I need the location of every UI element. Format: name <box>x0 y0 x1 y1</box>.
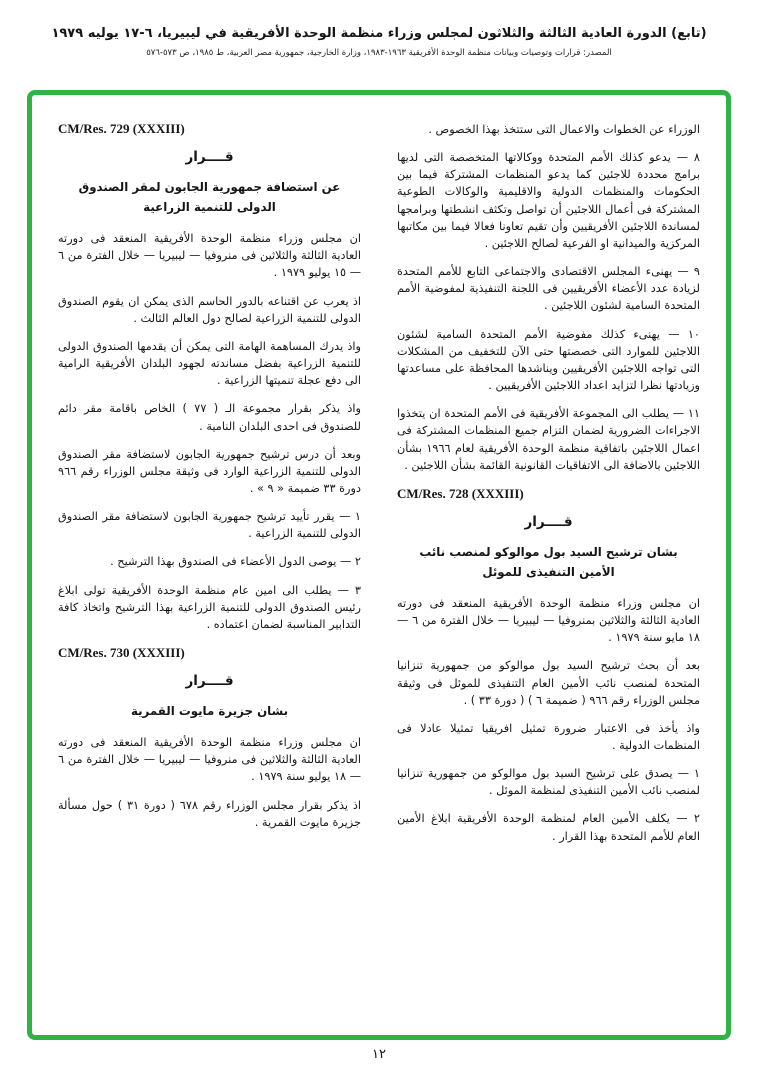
paragraph: ٣ — يطلب الى امين عام منظمة الوحدة الأفريقية تولى ابلاغ رئيس الصندوق الدولى للتنمية الزراعية بهذا الترشيح واتخاذ كافة التدابير المناسبة لضمان اعتماده . <box>58 583 361 631</box>
resolution-code: CM/Res. 728 (XXXIII) <box>397 485 524 501</box>
paragraph: ١٠ — يهنىء كذلك مفوضية الأمم المتحدة السامية لشئون اللاجئين للموارد التى خصصتها حتى الآن للتخفيف من المشكلات التى تواجه اللاجئين الأفريقيين ويناشدها المحافظة على مساعدتها وزيادتها نظرا لتزايد اعداد اللاجئين الأفريقيين . <box>397 327 700 393</box>
source-line: المصدر: قرارات وتوصيات وبيانات منظمة الوحدة الأفريقية ١٩٦٣-١٩٨٣، وزارة الخارجية، جمهورية مصر العربية، ط ١٩٨٥، ص ٥٧٣-٥٧٦ <box>146 48 612 58</box>
paragraph: ١١ — يطلب الى المجموعة الأفريقية فى الأمم المتحدة ان يتخذوا الاجراءات الضرورية لضمان التزام جميع المنظمات المشتركة فى اعمال اللاجئين باتفاقية منظمة الوحدة الأفريقية لعام ١٩٦٦ بشأن اللاجئين بالاضافة الى الاتفاقيات القانونية القائمة بشأن اللاجئين . <box>397 407 700 472</box>
resolution-subtitle: بشان ترشيح السيد بول موالوكو لمنصب نائب الأمين التنفيذى للموئل <box>419 544 678 579</box>
paragraph: بعد أن بحث ترشيح السيد بول موالوكو من جمهورية تنزانيا المتحدة لمنصب نائب الأمين العام التنفيذى للموئل فى وثيقة مجلس الوزراء رقم ٩٦٦ ( ضميمة ٦ ) ( دورة ٣٣ ) . <box>397 659 700 707</box>
resolution-heading: قــــرار <box>524 513 573 530</box>
resolution-heading: قــــرار <box>185 673 234 690</box>
resolution-heading: قــــرار <box>185 149 234 165</box>
paragraph: ان مجلس وزراء منظمة الوحدة الأفريقية المنعقد فى دورته العادية الثالثة والثلاثين فى منروفيا — ليبيريا — خلال الفترة من ٦ — ١٨ يوليو سنة ١٩٧٩ . <box>58 736 361 784</box>
paragraph: ان مجلس وزراء منظمة الوحدة الأفريقية المنعقد فى دورته العادية الثالثة والثلاثين فى منروفيا — ليبيريا — خلال الفترة من ٦ — ١٥ يوليو ١٩٧٩ . <box>58 232 361 280</box>
resolution-code: CM/Res. 729 (XXXIII) <box>58 121 185 136</box>
page-number: ١٢ <box>372 1047 386 1062</box>
page-footer <box>0 1047 758 1062</box>
paragraph: واذ يأخذ فى الاعتبار ضرورة تمثيل افريقيا تمثيلا عادلا فى المنظمات الدولية . <box>397 721 700 752</box>
column-right <box>397 121 700 1019</box>
two-column-layout <box>58 121 700 1019</box>
paragraph: واذ يدرك المساهمة الهامة التى يمكن أن يقدمها الصندوق الدولى للتنمية الزراعية بفضل مساندته لجهود البلدان الأفريقية الرامية الى دفع عجلة تنميتها الزراعية . <box>58 339 361 388</box>
paragraph: ٢ — يوصى الدول الأعضاء فى الصندوق بهذا الترشيح . <box>110 555 361 569</box>
resolution-subtitle: بشان جزيرة مايوت القمرية <box>130 704 289 719</box>
paragraph: وبعد أن درس ترشيح جمهورية الجابون لاستضافة مقر الصندوق الدولى للتنمية الزراعية الوارد فى وثيقة مجلس الوزراء رقم ٩٦٦ دورة ٣٣ ضميمة « ٩ » . <box>58 447 361 495</box>
paragraph: واذ يذكر بقرار مجموعة الـ ( ٧٧ ) الخاص باقامة مقر دائم للصندوق فى احدى البلدان النامية . <box>58 402 361 433</box>
paragraph: ١ — يصدق على ترشيح السيد بول موالوكو من جمهورية تنزانيا لمنصب نائب الأمين التنفيذى لمنظمة الموئل . <box>397 767 700 798</box>
session-title: (تابع) الدورة العادية الثالثة والثلاثون لمجلس وزراء منظمة الوحدة الأفريقية في ليبيريا، ٦-١٧ يوليه ١٩٧٩ <box>51 26 707 41</box>
paragraph: ٨ — يدعو كذلك الأمم المتحدة ووكالاتها المتخصصة التى لديها برامج محددة للاجئين كما يدعو المنظمات المشتركة فيما بين الحكومات والمنظمات الدولية والاقليمية والوكالات الطوعية المشتركة فى أعمال اللاجئين أن تواصل وتكثف انشطتها وبرامجها لمساندة اللاجئين الأفريقيين وأن تقيم تعاونا فعالا فيما بين مكاتبها المركزية والميدانية او الفرعية لصالح اللاجئين . <box>397 151 700 250</box>
paragraph: ١ — يقرر تأييد ترشيح جمهورية الجابون لاستضافة مقر الصندوق الدولى للتنمية الزراعية . <box>58 510 361 541</box>
paragraph: ٩ — يهنىء المجلس الاقتصادى والاجتماعى التابع للأمم المتحدة لزيادة عدد الأعضاء الأفريقيين فى اللجنة التنفيذية لمفوضية الأمم المتحدة السامية لشئون اللاجئين . <box>397 265 700 313</box>
resolution-subtitle: عن استضافة جمهورية الجابون لمقر الصندوق الدولى للتنمية الزراعية <box>78 180 341 215</box>
page-header <box>0 26 758 58</box>
paragraph: ان مجلس وزراء منظمة الوحدة الأفريقية المنعقد فى دورته العادية الثالثة والثلاثين بمنروفيا — ليبيريا — خلال الفترة من ٦ — ١٨ مايو سنة ١٩٧٩ . <box>397 596 700 645</box>
paragraph: اذ يعرب عن اقتناعه بالدور الحاسم الذى يمكن ان يقوم الصندوق الدولى للتنمية الزراعية لصالح دول العالم الثالث . <box>58 294 361 325</box>
resolution-code: CM/Res. 730 (XXXIII) <box>58 645 185 661</box>
paragraph: اذ يذكر بقرار مجلس الوزراء رقم ٦٧٨ ( دورة ٣١ ) حول مسألة جزيرة مايوت القمرية . <box>58 798 362 829</box>
green-content-frame <box>27 90 731 1040</box>
column-left <box>58 121 361 1019</box>
paragraph: ٢ — يكلف الأمين العام لمنظمة الوحدة الأفريقية ابلاغ الأمين العام للأمم المتحدة بهذا القرار . <box>397 812 700 843</box>
paragraph: الوزراء عن الخطوات والاعمال التى ستتخذ بهذا الخصوص . <box>428 123 700 136</box>
